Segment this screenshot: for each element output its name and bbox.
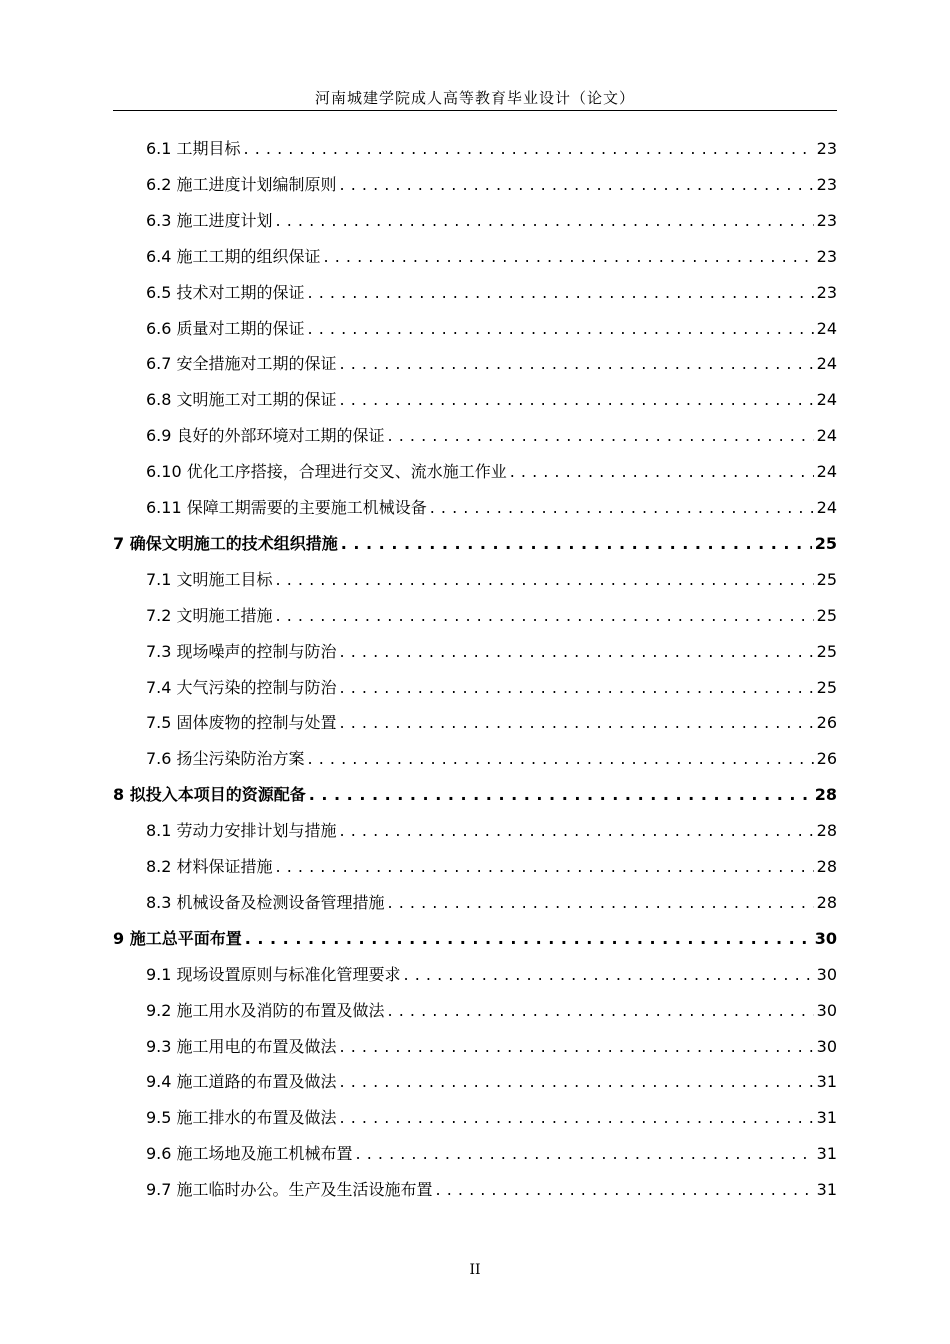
toc-section-entry[interactable]	[113, 419, 837, 447]
toc-dot-leader	[245, 928, 812, 950]
toc-section-entry[interactable]	[113, 958, 837, 986]
toc-section-entry[interactable]	[113, 132, 837, 160]
toc-entry-number: 6.7	[146, 354, 177, 374]
toc-entry-title: 施工场地及施工机械布置	[176, 1144, 353, 1164]
toc-dot-leader	[340, 641, 814, 663]
toc-entry-page: 25	[814, 533, 837, 553]
toc-entry-page: 31	[816, 1108, 837, 1128]
toc-entry-page: 25	[816, 569, 837, 589]
toc-entry-page: 31	[816, 1072, 837, 1092]
toc-entry-page: 25	[816, 605, 837, 625]
toc-section-entry[interactable]	[113, 491, 837, 519]
toc-section-entry[interactable]	[113, 671, 837, 699]
toc-entry-number: 8.2	[146, 857, 177, 876]
toc-dot-leader	[309, 784, 812, 806]
toc-entry-number: 6.3	[146, 210, 177, 230]
toc-entry-page: 26	[816, 713, 837, 733]
toc-entry-page: 25	[816, 641, 837, 661]
toc-section-entry[interactable]	[113, 1137, 837, 1165]
toc-entry-page: 25	[816, 677, 837, 697]
toc-entry-number: 7.6	[146, 749, 177, 769]
toc-section-entry[interactable]	[113, 814, 837, 842]
toc-entry-title: 固体废物的控制与处置	[176, 713, 337, 733]
toc-entry-number: 7.3	[146, 641, 177, 661]
toc-entry-page: 30	[816, 1036, 837, 1056]
toc-dot-leader	[276, 856, 814, 878]
toc-dot-leader	[340, 820, 814, 842]
toc-chapter-entry[interactable]	[113, 922, 837, 950]
toc-entry-title: 保障工期需要的主要施工机械设备	[186, 498, 427, 517]
toc-entry-title: 施工总平面布置	[129, 928, 242, 948]
toc-entry-title: 施工排水的布置及做法	[176, 1108, 337, 1128]
toc-entry-number: 8.3	[146, 892, 177, 912]
toc-section-entry[interactable]	[113, 204, 837, 232]
toc-entry-number: 6.9	[146, 426, 177, 446]
toc-entry-page: 23	[816, 246, 837, 266]
toc-entry-page: 24	[816, 462, 837, 482]
toc-entry-title: 安全措施对工期的保证	[176, 354, 337, 374]
toc-dot-leader	[308, 318, 814, 340]
toc-dot-leader	[244, 138, 814, 160]
toc-entry-number: 9.5	[146, 1108, 177, 1128]
toc-section-entry[interactable]	[113, 383, 837, 411]
toc-dot-leader	[340, 1036, 814, 1058]
toc-entry-number: 7	[113, 533, 130, 553]
toc-entry-number: 7.4	[146, 677, 177, 697]
toc-dot-leader	[510, 461, 814, 483]
toc-entry-title: 现场噪声的控制与防治	[176, 641, 337, 661]
toc-entry-title: 质量对工期的保证	[176, 318, 305, 338]
toc-entry-page: 31	[816, 1144, 837, 1164]
toc-entry-title: 施工用电的布置及做法	[176, 1036, 337, 1056]
toc-entry-number: 9.3	[146, 1036, 177, 1056]
toc-entry-page: 24	[816, 318, 837, 338]
toc-section-entry[interactable]	[113, 240, 837, 268]
toc-entry-page: 26	[816, 749, 837, 769]
toc-entry-number: 6.6	[146, 318, 177, 338]
toc-section-entry[interactable]	[113, 168, 837, 196]
toc-section-entry[interactable]	[113, 276, 837, 304]
toc-entry-number: 7.2	[146, 605, 177, 625]
toc-entry-title: 材料保证措施	[176, 857, 273, 876]
toc-entry-number: 6.5	[146, 282, 177, 302]
toc-section-entry[interactable]	[113, 347, 837, 375]
toc-entry-number: 9.7	[146, 1180, 177, 1200]
toc-dot-leader	[436, 1179, 814, 1201]
toc-entry-title: 施工进度计划	[176, 210, 273, 230]
toc-dot-leader	[276, 569, 814, 591]
header-rule	[113, 110, 837, 111]
toc-dot-leader	[340, 1071, 814, 1093]
toc-section-entry[interactable]	[113, 1030, 837, 1058]
toc-entry-title: 施工用水及消防的布置及做法	[176, 1000, 385, 1020]
toc-section-entry[interactable]	[113, 455, 837, 483]
toc-entry-number: 9.1	[146, 964, 177, 984]
toc-entry-number: 8	[113, 785, 130, 805]
toc-section-entry[interactable]	[113, 312, 837, 340]
toc-entry-page: 30	[816, 964, 837, 984]
toc-dot-leader	[388, 1000, 814, 1022]
toc-entry-number: 6.10	[146, 462, 187, 482]
toc-entry-title: 文明施工目标	[176, 569, 273, 589]
toc-dot-leader	[340, 389, 814, 411]
toc-dot-leader	[340, 1107, 814, 1129]
toc-chapter-entry[interactable]	[113, 527, 837, 555]
toc-dot-leader	[340, 353, 814, 375]
toc-entry-title: 扬尘污染防治方案	[176, 749, 305, 769]
toc-entry-number: 7.5	[146, 713, 177, 733]
toc-section-entry[interactable]	[113, 1173, 837, 1201]
toc-entry-page: 23	[816, 282, 837, 302]
toc-dot-leader	[340, 174, 814, 196]
toc-dot-leader	[308, 748, 814, 770]
page-header-title: 河南城建学院成人高等教育毕业设计（论文）	[314, 89, 635, 107]
toc-dot-leader	[388, 425, 814, 447]
toc-entry-number: 9.4	[146, 1072, 177, 1092]
toc-entry-title: 机械设备及检测设备管理措施	[176, 892, 385, 912]
toc-dot-leader	[340, 677, 814, 699]
toc-entry-title: 施工道路的布置及做法	[176, 1072, 337, 1092]
toc-dot-leader	[324, 246, 814, 268]
toc-section-entry[interactable]	[113, 994, 837, 1022]
toc-dot-leader	[404, 964, 814, 986]
toc-entry-number: 6.1	[146, 139, 177, 158]
toc-dot-leader	[388, 892, 814, 914]
toc-entry-page: 31	[816, 1180, 837, 1200]
toc-dot-leader	[341, 533, 812, 555]
toc-entry-page: 23	[816, 139, 837, 158]
toc-entry-number: 7.1	[146, 569, 177, 589]
toc-entry-number: 6.11	[146, 498, 187, 517]
toc-entry-page: 24	[816, 390, 837, 410]
toc-section-entry[interactable]	[113, 1101, 837, 1129]
toc-dot-leader	[308, 282, 814, 304]
toc-entry-title: 确保文明施工的技术组织措施	[129, 533, 338, 553]
toc-entry-title: 文明施工对工期的保证	[176, 390, 337, 410]
toc-section-entry[interactable]	[113, 1065, 837, 1093]
toc-entry-title: 优化工序搭接，合理进行交叉、流水施工作业	[186, 462, 507, 482]
toc-dot-leader	[276, 605, 814, 627]
toc-entry-title: 大气污染的控制与防治	[176, 677, 337, 697]
toc-section-entry[interactable]	[113, 563, 837, 591]
toc-entry-number: 6.2	[146, 174, 177, 194]
toc-section-entry[interactable]	[113, 850, 837, 878]
toc-entry-number: 8.1	[146, 821, 177, 841]
toc-entry-title: 施工进度计划编制原则	[176, 174, 337, 194]
toc-dot-leader	[276, 210, 814, 232]
toc-entry-title: 施工临时办公。生产及生活设施布置	[176, 1180, 433, 1200]
toc-entry-number: 9.6	[146, 1144, 177, 1164]
toc-entry-page: 23	[816, 210, 837, 230]
toc-chapter-entry[interactable]	[113, 778, 837, 806]
toc-entry-page: 30	[816, 1000, 837, 1020]
toc-entry-title: 工期目标	[176, 139, 241, 158]
toc-entry-page: 24	[816, 354, 837, 374]
toc-entry-page: 28	[814, 785, 837, 805]
toc-entry-number: 6.4	[146, 246, 177, 266]
toc-dot-leader	[356, 1143, 814, 1165]
toc-entry-title: 劳动力安排计划与措施	[176, 821, 337, 841]
toc-entry-page: 23	[816, 174, 837, 194]
toc-entry-number: 6.8	[146, 390, 177, 410]
toc-entry-title: 良好的外部环境对工期的保证	[176, 426, 385, 446]
toc-entry-title: 拟投入本项目的资源配备	[129, 785, 306, 805]
toc-entry-page: 24	[816, 426, 837, 446]
toc-entry-page: 28	[816, 821, 837, 841]
toc-entry-page: 28	[816, 892, 837, 912]
toc-entry-page: 24	[816, 498, 837, 517]
toc-section-entry[interactable]	[113, 706, 837, 734]
toc-section-entry[interactable]	[113, 886, 837, 914]
page-number: II	[469, 1262, 481, 1278]
toc-entry-title: 技术对工期的保证	[176, 282, 305, 302]
toc-section-entry[interactable]	[113, 742, 837, 770]
toc-section-entry[interactable]	[113, 599, 837, 627]
toc-entry-title: 文明施工措施	[176, 605, 273, 625]
toc-entry-title: 施工工期的组织保证	[176, 246, 321, 266]
toc-dot-leader	[430, 497, 814, 519]
toc-entry-title: 现场设置原则与标准化管理要求	[176, 964, 401, 984]
toc-entry-number: 9	[113, 928, 130, 948]
toc-entry-number: 9.2	[146, 1000, 177, 1020]
toc-dot-leader	[340, 712, 814, 734]
toc-section-entry[interactable]	[113, 635, 837, 663]
toc-entry-page: 28	[816, 857, 837, 876]
toc-entry-page: 30	[814, 928, 837, 948]
